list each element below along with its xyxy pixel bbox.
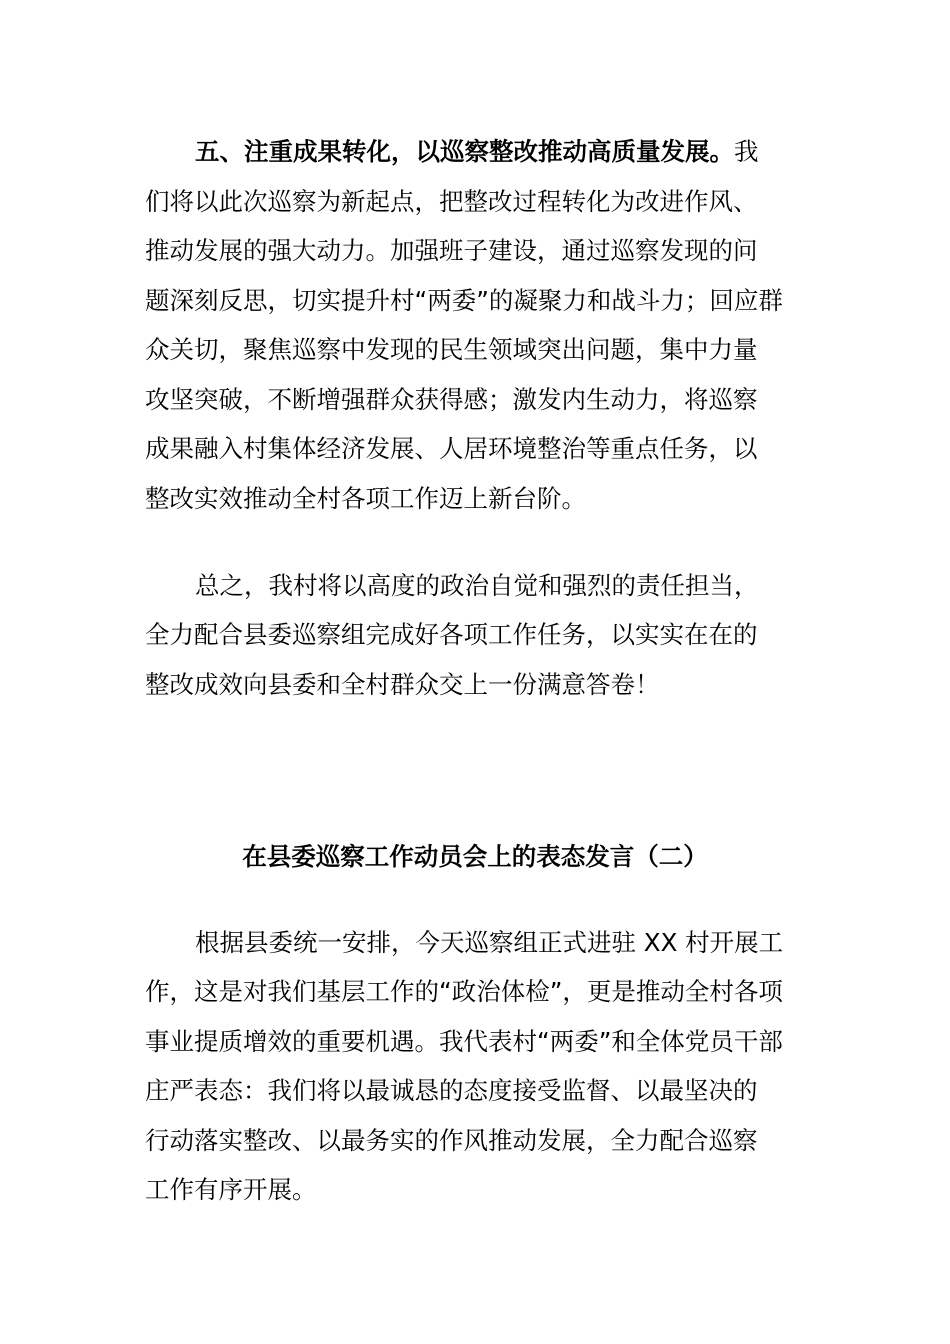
paragraph-line <box>195 127 759 177</box>
paragraph-line: 们将以此次巡察为新起点，把整改过程转化为改进作风、 <box>145 187 758 216</box>
paragraph-line: 推动发展的强大动力。加强班子建设，通过巡察发现的问 <box>145 236 758 265</box>
paragraph-line: 总之，我村将以高度的政治自觉和强烈的责任担当， <box>195 571 759 600</box>
paragraph-line: 攻坚突破，不断增强群众获得感；激发内生动力，将巡察 <box>145 385 758 414</box>
document-title: 在县委巡察工作动员会上的表态发言（二） <box>242 842 708 871</box>
paragraph-line: 众关切，聚焦巡察中发现的民生领域突出问题，集中力量 <box>145 335 758 364</box>
section-heading: 五、注重成果转化，以巡察整改推动高质量发展。 <box>195 137 734 166</box>
paragraph-line: 全力配合县委巡察组完成好各项工作任务，以实实在在的 <box>145 620 758 649</box>
paragraph-line: 工作有序开展。 <box>145 1175 317 1204</box>
paragraph-line: 根据县委统一安排，今天巡察组正式进驻 XX 村开展工 <box>195 928 784 957</box>
paragraph-line: 事业提质增效的重要机遇。我代表村“两委”和全体党员干部 <box>145 1027 783 1056</box>
paragraph-text: 我 <box>734 137 759 166</box>
paragraph-line: 行动落实整改、以最务实的作风推动发展，全力配合巡察 <box>145 1126 758 1155</box>
paragraph-line: 整改成效向县委和全村群众交上一份满意答卷！ <box>145 670 660 699</box>
paragraph-line: 庄严表态：我们将以最诚恳的态度接受监督、以最坚决的 <box>145 1076 758 1105</box>
paragraph-line: 题深刻反思，切实提升村“两委”的凝聚力和战斗力；回应群 <box>145 286 783 315</box>
paragraph-line: 整改实效推动全村各项工作迈上新台阶。 <box>145 484 586 513</box>
paragraph-line: 成果融入村集体经济发展、人居环境整治等重点任务，以 <box>145 434 758 463</box>
paragraph-line: 作，这是对我们基层工作的“政治体检”，更是推动全村各项 <box>145 977 783 1006</box>
